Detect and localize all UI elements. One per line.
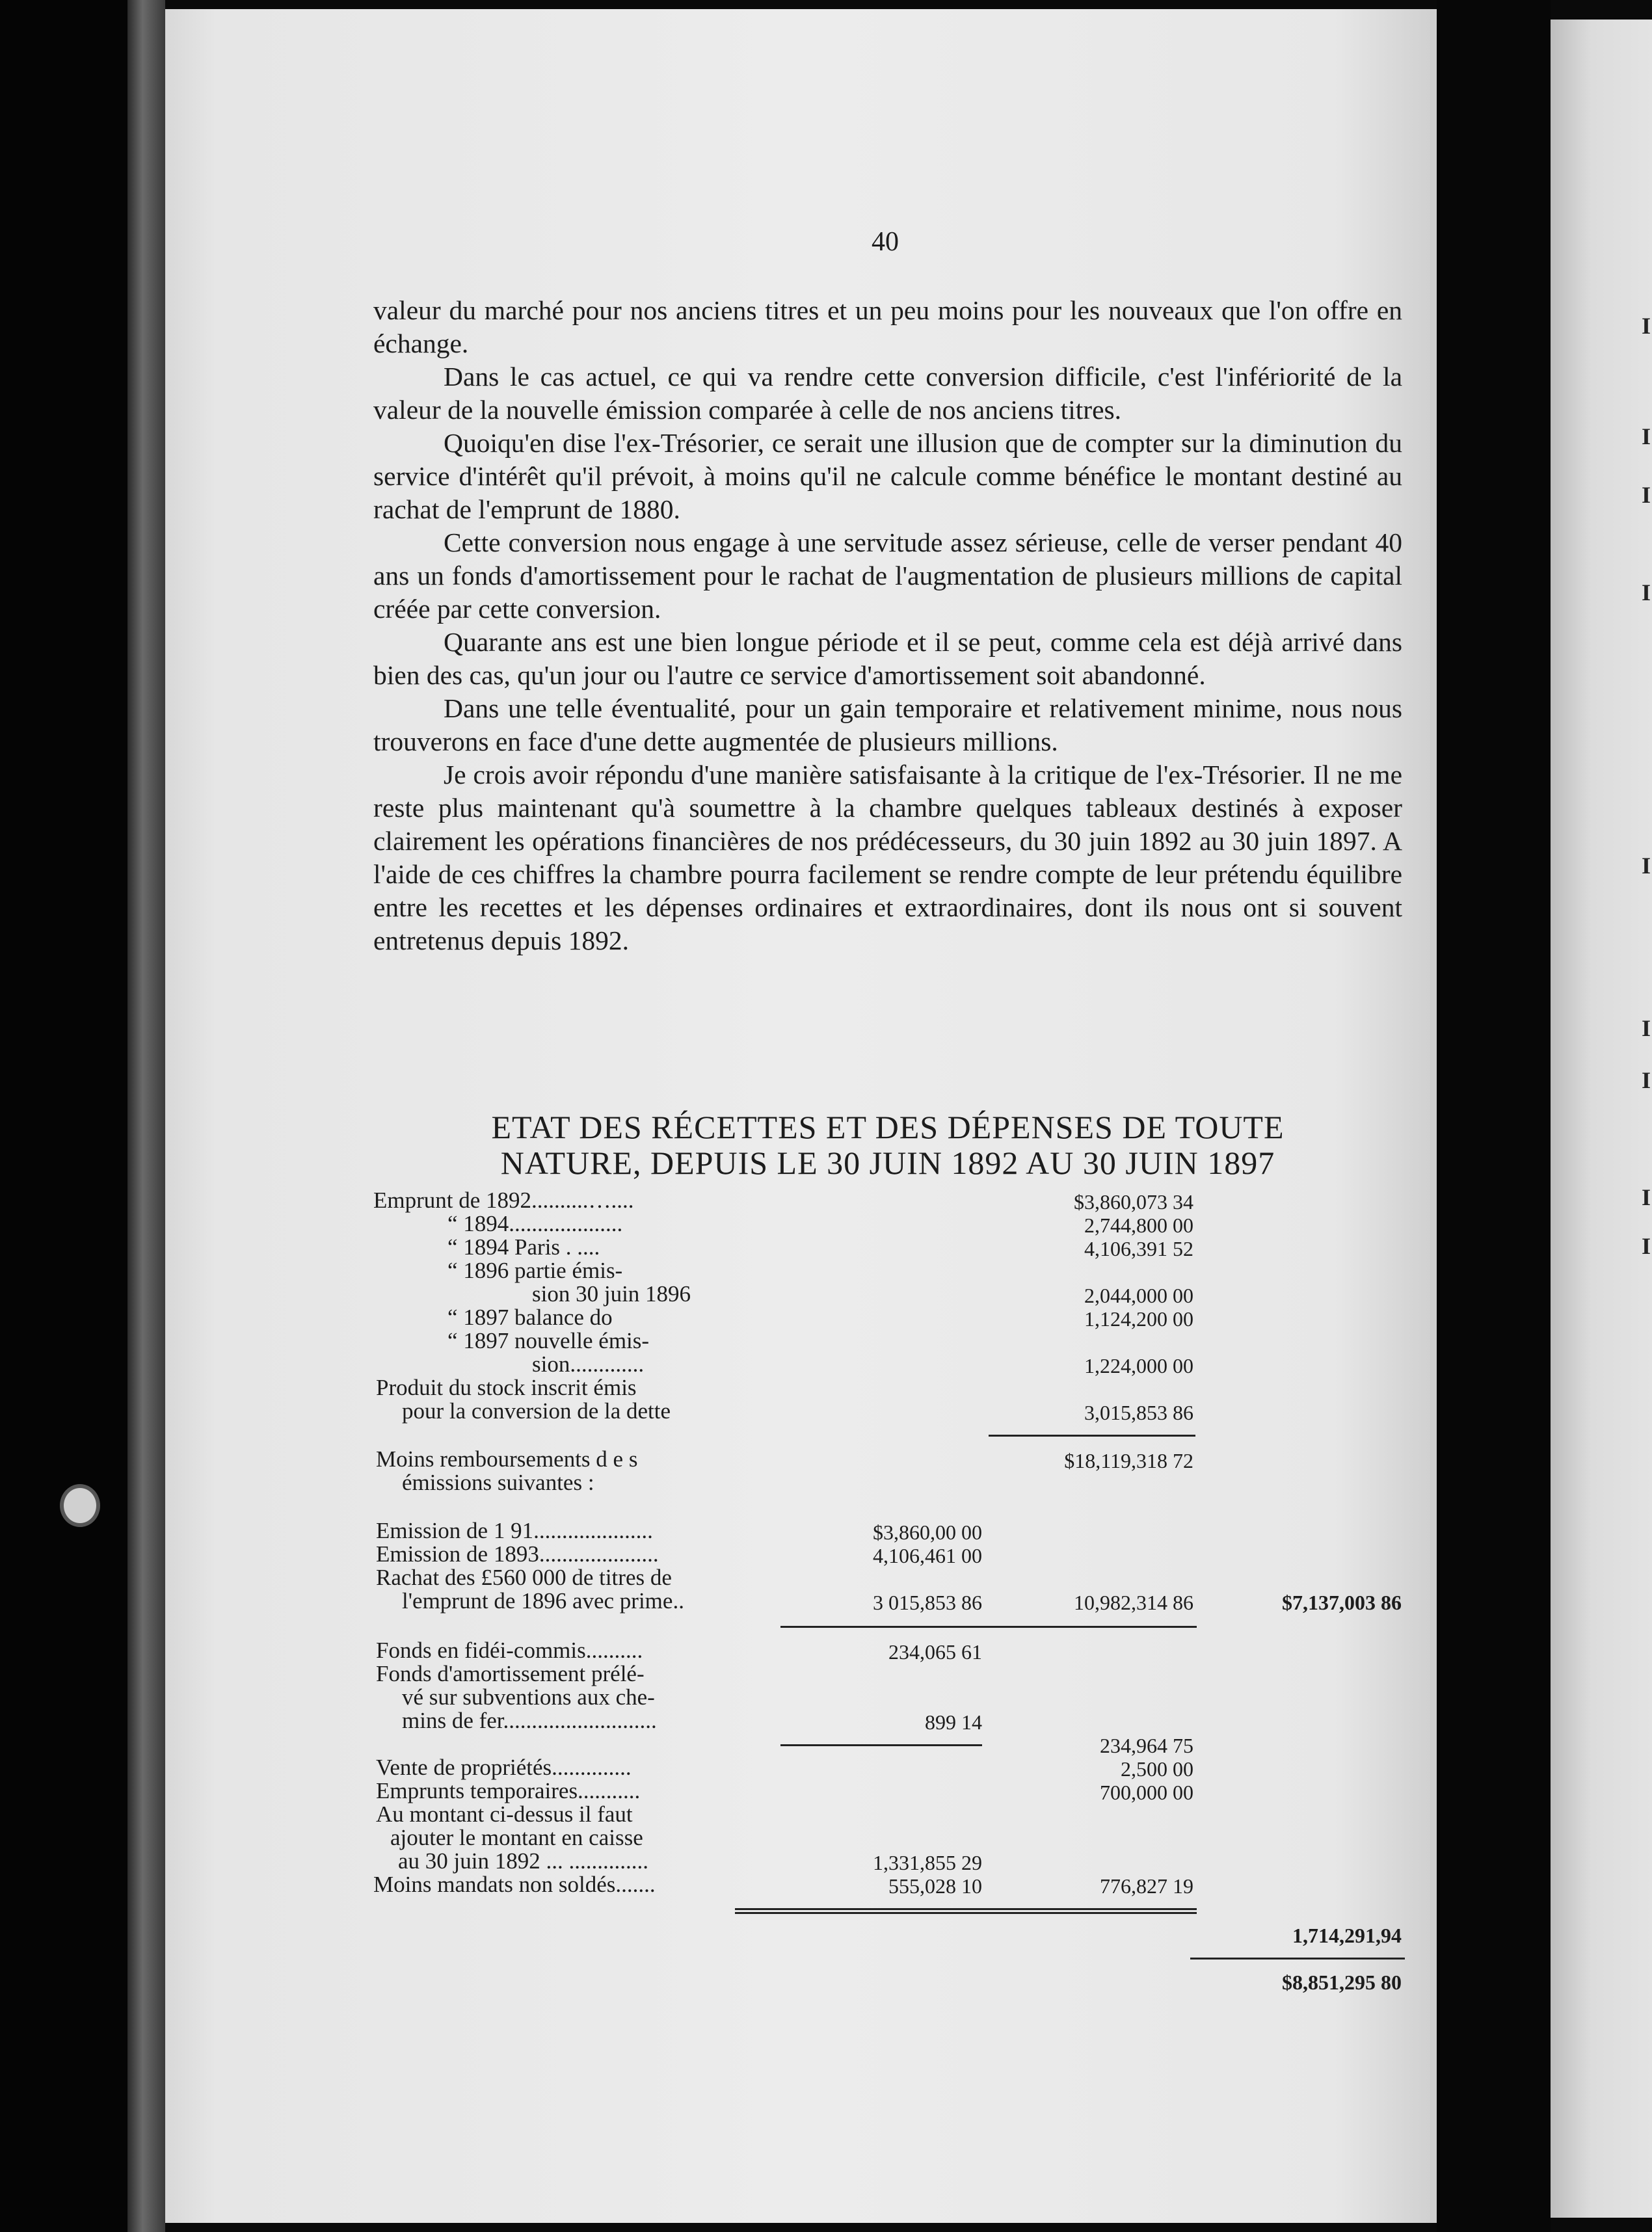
row-label: pour la conversion de la dette — [402, 1398, 671, 1424]
sum-rule — [780, 1626, 1197, 1628]
row-label: “ 1894 Paris . .... — [447, 1234, 600, 1260]
amount: 1,224,000 00 — [1084, 1354, 1193, 1377]
amount: 234,964 75 — [1100, 1734, 1193, 1757]
row-label: Fonds d'amortissement prélé- — [376, 1661, 645, 1686]
row-label: “ 1897 nouvelle émis- — [447, 1328, 650, 1353]
amount: 3,015,853 86 — [1084, 1401, 1193, 1424]
amount: $3,860,073 34 — [1074, 1190, 1193, 1214]
amount: 10,982,314 86 — [1074, 1591, 1193, 1614]
amount: 555,028 10 — [888, 1874, 982, 1898]
amount: 1,331,855 29 — [873, 1851, 982, 1874]
table-title-line: ETAT DES RÉCETTES ET DES DÉPENSES DE TOUTE — [491, 1109, 1285, 1145]
amount: 4,106,391 52 — [1084, 1237, 1193, 1260]
amount-total: $18,119,318 72 — [1064, 1449, 1193, 1472]
facing-page-letter: I — [1642, 1067, 1651, 1093]
body-text — [373, 294, 1402, 957]
row-label: Au montant ci-dessus il faut — [376, 1801, 633, 1827]
facing-page-letter: I — [1642, 1015, 1651, 1041]
amount: 234,065 61 — [888, 1640, 982, 1664]
amount-balance: $7,137,003 86 — [1282, 1591, 1402, 1614]
row-label: Emprunt de 1892..........….... — [373, 1188, 634, 1213]
row-label: mins de fer........................... — [402, 1708, 657, 1733]
row-label: Emprunts temporaires........... — [376, 1778, 641, 1803]
facing-page-letter: I — [1642, 482, 1651, 508]
paragraph: Quarante ans est une bien longue période et il se peut, comme cela est déjà arrivé dans bien des cas, qu'un jour ou l'autre ce service d'amortissement soit abandonné. — [373, 627, 1402, 690]
paragraph: Dans une telle éventualité, pour un gain temporaire et relativement minime, nous nous trouverons en face d'une dette augmentée de plusieurs millions. — [373, 693, 1402, 756]
paragraph: Cette conversion nous engage à une servitude assez sérieuse, celle de verser pendant 40 ans un fonds d'amortissement pour le rachat de l'augmentation de plusieurs millions de capital créée par cette conversion. — [373, 527, 1402, 624]
row-label: “ 1897 balance do — [447, 1305, 613, 1330]
sum-rule — [735, 1908, 1197, 1910]
facing-page-edge — [1551, 20, 1652, 2218]
row-label: Emission de 1 91..................... — [376, 1518, 653, 1543]
facing-page-letter: I — [1642, 313, 1651, 339]
facing-page-letter: I — [1642, 853, 1651, 879]
amount: $3,860,00 00 — [873, 1521, 982, 1544]
row-label: Produit du stock inscrit émis — [376, 1375, 637, 1400]
amount: 2,500 00 — [1121, 1757, 1193, 1781]
page-number: 40 — [872, 227, 899, 257]
row-label: l'emprunt de 1896 avec prime.. — [402, 1588, 684, 1614]
row-label: Vente de propriétés.............. — [376, 1755, 632, 1780]
amount: 3 015,853 86 — [873, 1591, 982, 1614]
table-title — [373, 1109, 1402, 1181]
facing-page-letter: I — [1642, 579, 1651, 605]
amount: 2,044,000 00 — [1084, 1284, 1193, 1307]
amount: 899 14 — [925, 1710, 982, 1734]
facing-page-letter: I — [1642, 1233, 1651, 1259]
row-label: sion 30 juin 1896 — [532, 1281, 691, 1307]
table-title-line: NATURE, DEPUIS LE 30 JUIN 1892 AU 30 JUIN 1897 — [500, 1145, 1275, 1181]
row-label: “ 1894.................... — [447, 1211, 623, 1236]
row-label: “ 1896 partie émis- — [447, 1258, 623, 1283]
amount: 2,744,800 00 — [1084, 1214, 1193, 1237]
facing-page-letter: I — [1642, 1184, 1651, 1210]
row-label: Emission de 1893..................... — [376, 1541, 659, 1567]
row-label: Moins mandats non soldés....... — [373, 1872, 656, 1897]
row-label: ajouter le montant en caisse — [390, 1825, 643, 1850]
amount: 4,106,461 00 — [873, 1544, 982, 1567]
paragraph: Je crois avoir répondu d'une manière satisfaisante à la critique de l'ex-Trésorier. Il ne me reste plus maintenant qu'à soumettre à la chambre quelques tableaux destinés à exposer clairement les opérations financières de nos prédécesseurs, du 30 juin 1892 au 30 juin 1897. A l'aide de ces chiffres la chambre pourra facilement se rendre compte de leur prétendu équilibre entre les recettes et les dépenses ordinaires et extraordinaires, dont ils nous ont si souvent entretenus depuis 1892. — [373, 760, 1402, 955]
sum-rule — [989, 1435, 1195, 1437]
row-label: Moins remboursements d e s — [376, 1446, 638, 1472]
facing-page-letter: I — [1642, 423, 1651, 449]
binding-hole-mark — [60, 1484, 100, 1527]
amount: 776,827 19 — [1100, 1874, 1193, 1898]
row-label: Rachat des £560 000 de titres de — [376, 1565, 672, 1590]
amount: 1,124,200 00 — [1084, 1307, 1193, 1331]
row-label: Fonds en fidéi-commis.......... — [376, 1638, 643, 1663]
row-label: au 30 juin 1892 ... .............. — [398, 1848, 648, 1874]
paragraph: Dans le cas actuel, ce qui va rendre cette conversion difficile, c'est l'infériorité de la valeur de la nouvelle émission comparée à celle de nos anciens titres. — [373, 362, 1402, 425]
book-spine-edge — [127, 0, 165, 2232]
sum-rule — [735, 1912, 1197, 1914]
paragraph: Quoiqu'en dise l'ex-Trésorier, ce serait une illusion que de compter sur la diminution du service d'intérêt qu'il prévoit, à moins qu'il ne calcule comme bénéfice le montant destiné au rachat de l'emprunt de 1880. — [373, 428, 1402, 524]
amount: 1,714,291,94 — [1292, 1924, 1402, 1947]
amount: 700,000 00 — [1100, 1781, 1193, 1804]
sum-rule — [780, 1744, 982, 1746]
page-gutter — [1437, 0, 1551, 2232]
sum-rule — [1190, 1958, 1405, 1960]
paragraph: valeur du marché pour nos anciens titres et un peu moins pour les nouveaux que l'on offre en échange. — [373, 295, 1402, 358]
row-label: émissions suivantes : — [402, 1470, 594, 1495]
amount-grand-total: $8,851,295 80 — [1282, 1971, 1402, 1994]
row-label: vé sur subventions aux che- — [402, 1684, 655, 1710]
row-label: sion............. — [532, 1351, 645, 1377]
